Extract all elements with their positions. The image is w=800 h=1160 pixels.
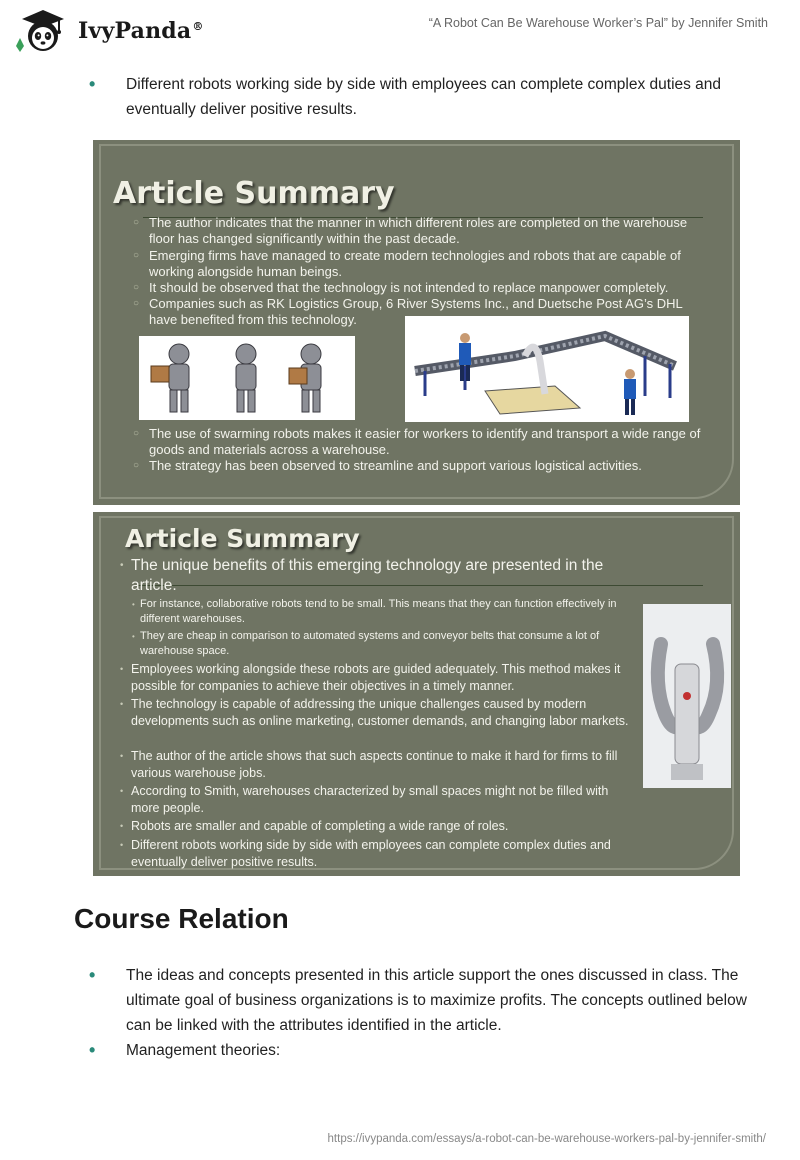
- slide-bullet: • Different robots working side by side with employees can complete complex duties and eventually deliver positive results.: [120, 838, 611, 869]
- source-url-link[interactable]: https://ivypanda.com/essays/a-robot-can-be-warehouse-workers-pal-by-jennifer-smith/: [327, 1133, 766, 1145]
- section-heading: Course Relation: [74, 903, 289, 934]
- slide-bullet: • The author of the article shows that such aspects continue to make it hard for firms to fill various warehouse jobs.: [120, 749, 618, 780]
- slide-article-summary-1: [93, 140, 740, 505]
- document-title: “A Robot Can Be Warehouse Worker’s Pal” by Jennifer Smith: [428, 16, 768, 30]
- page-header: [0, 0, 800, 60]
- slide-bullet: • The unique benefits of this emerging technology are presented in the article.: [120, 557, 604, 594]
- list-item: • Management theories:: [74, 1038, 754, 1063]
- slide-bullet: ○ The strategy has been observed to streamline and support various logistical activities.: [133, 458, 642, 473]
- slide-bullet: • According to Smith, warehouses characterized by small spaces might not be filled with more people.: [120, 784, 609, 815]
- slide-title: Article Summary: [125, 524, 360, 553]
- slide-bullet: ○ The author indicates that the manner in which different roles are completed on the warehouse floor has changed significantly within the past decade.: [133, 215, 688, 246]
- brand-name: IvyPanda®: [78, 18, 204, 44]
- slide-bullet: • The technology is capable of addressing the unique challenges caused by modern developments such as online marketing, customer demands, and changing labor markets.: [120, 697, 629, 728]
- slide-sub-bullet: • For instance, collaborative robots tend to be small. This means that they can function effectively in different warehouses.: [132, 598, 617, 625]
- robots-carrying-boxes-image: [139, 336, 355, 420]
- slide-sub-bullet: • They are cheap in comparison to automated systems and conveyor belts that consume a lot of warehouse space.: [132, 630, 600, 657]
- panda-graduate-icon: [14, 8, 72, 54]
- slide-bullet: ○ Emerging firms have managed to create modern technologies and robots that are capable of working alongside human beings.: [133, 248, 681, 279]
- warehouse-conveyor-image: [405, 316, 689, 422]
- bullet-icon: •: [89, 1040, 96, 1060]
- slide-bullet: • Employees working alongside these robots are guided adequately. This method makes it possible for companies to achieve their objectives in a timely manner.: [120, 662, 621, 693]
- ivypanda-logo[interactable]: [14, 8, 204, 54]
- intro-bullet-list: [74, 72, 734, 122]
- slide-bullet: • Robots are smaller and capable of completing a wide range of roles.: [120, 819, 509, 833]
- slide-article-summary-2: [93, 512, 740, 876]
- slide-bullet: ○ The use of swarming robots makes it easier for workers to identify and transport a wide range of goods and materials across a warehouse.: [133, 426, 701, 457]
- list-item: • The ideas and concepts presented in this article support the ones discussed in class. The ultimate goal of business organizations is to maximize profits. The concepts outlined below can be linked with the attributes identified in the article.: [89, 965, 747, 1034]
- slide-title: Article Summary: [113, 176, 395, 211]
- slide-bullet: ○ Companies such as RK Logistics Group, 6 River Systems Inc., and Duetsche Post AG’s DHL have benefited from this technology.: [133, 296, 683, 327]
- slide-bullet: ○ It should be observed that the technology is not intended to replace manpower completely.: [133, 280, 669, 295]
- list-item: • Different robots working side by side with employees can complete complex duties and eventually deliver positive results.: [89, 74, 722, 118]
- collaborative-robot-arm-image: [643, 604, 731, 788]
- bullet-icon: •: [89, 965, 96, 985]
- course-relation-list: [74, 963, 754, 1063]
- bullet-icon: •: [89, 74, 96, 94]
